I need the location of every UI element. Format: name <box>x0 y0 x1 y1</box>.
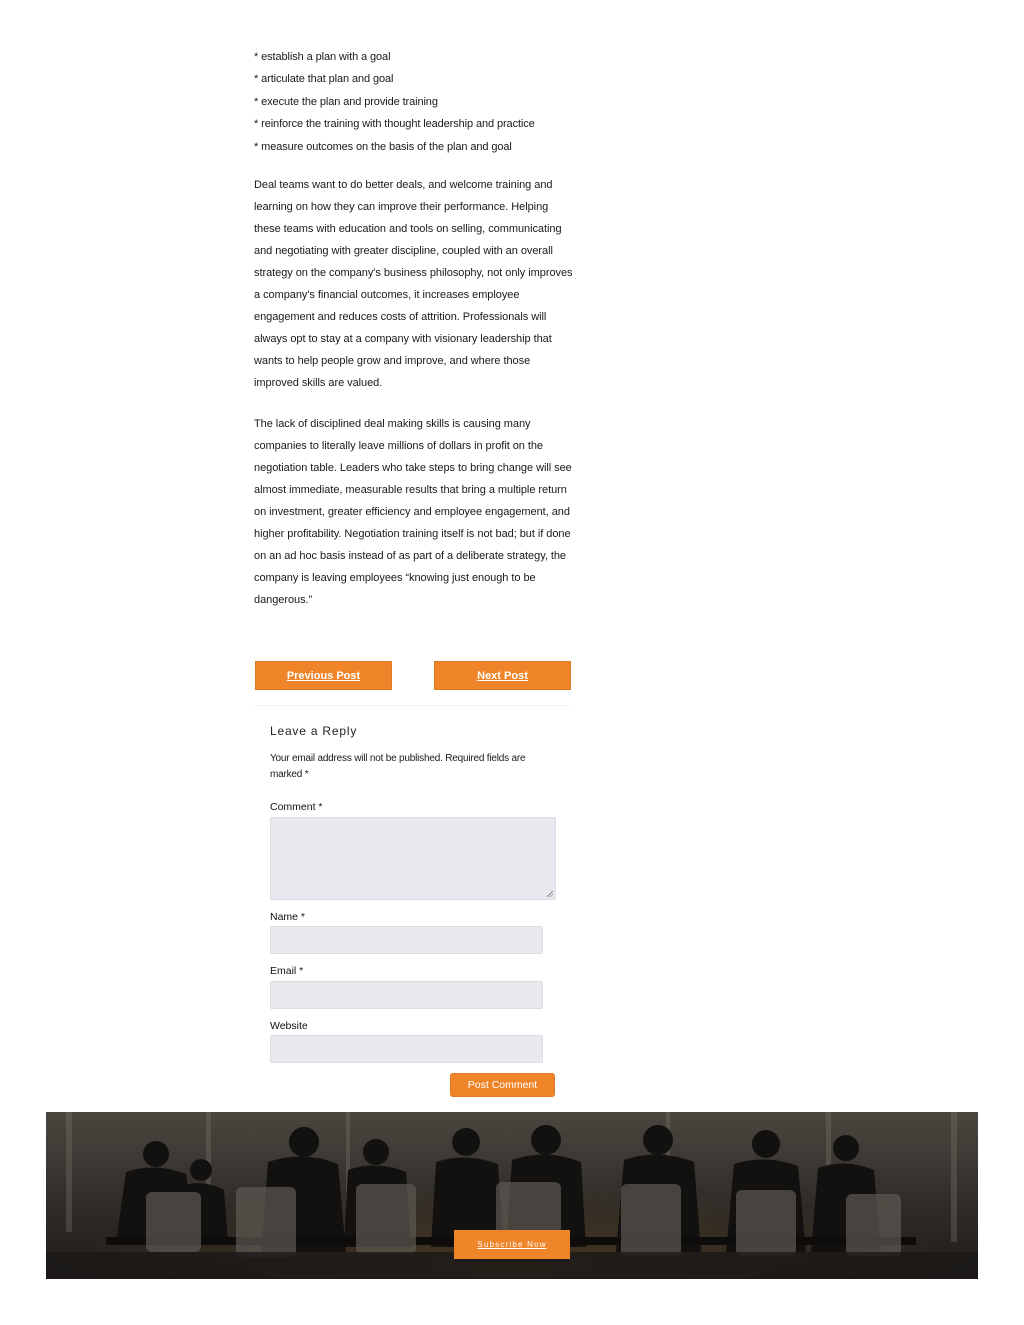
list-item: * establish a plan with a goal <box>254 51 391 63</box>
comment-textarea[interactable] <box>270 817 556 900</box>
subscribe-banner <box>46 1112 978 1279</box>
subscribe-now-button[interactable]: Subscribe Now <box>454 1230 570 1259</box>
reply-title: Leave a Reply <box>270 724 358 738</box>
list-item: * measure outcomes on the basis of the plan and goal <box>254 140 512 153</box>
email-field[interactable] <box>270 981 543 1009</box>
website-field[interactable] <box>270 1035 543 1063</box>
name-field[interactable] <box>270 926 543 954</box>
next-post-button[interactable]: Next Post <box>434 661 571 690</box>
article-paragraph: The lack of disciplined deal making skills is causing many companies to literally leave millions of dollars in profit on the negotiation table. Leaders who take steps to bring change will see almost immediate, measurable results that bring a multiple return on investment, greater efficiency and employee engagement, and higher profitability. Negotiation training itself is not bad; but if done on an ad hoc basis instead of as part of a deliberate strategy, the company is leaving employees “knowing just enough to be dangerous.” <box>254 418 572 607</box>
email-label: Email * <box>270 965 304 977</box>
bullet-list <box>254 46 574 158</box>
comment-label: Comment * <box>270 801 323 813</box>
comment-form <box>255 705 571 1109</box>
list-item: * execute the plan and provide training <box>254 95 438 108</box>
post-comment-button[interactable]: Post Comment <box>450 1073 555 1097</box>
list-item: * reinforce the training with thought leadership and practice <box>254 118 535 131</box>
post-navigation <box>255 661 571 691</box>
article-body <box>254 46 574 611</box>
previous-post-button[interactable]: Previous Post <box>255 661 392 690</box>
article-paragraph: Deal teams want to do better deals, and welcome training and learning on how they can improve their performance. Helping these teams with education and tools on selling, communicating and negotiating with greater discipline, coupled with an overall strategy on the company's business philosophy, not only improves a company's financial outcomes, it increases employee engagement and reduces costs of attrition. Professionals will always opt to stay at a company with visionary leadership that wants to help people grow and improve, and where those improved skills are valued. <box>254 179 573 390</box>
list-item: * articulate that plan and goal <box>254 73 394 86</box>
required-fields-notice: Your email address will not be published. Required fields are marked * <box>270 753 526 780</box>
website-label: Website <box>270 1020 308 1032</box>
name-label: Name * <box>270 911 306 923</box>
